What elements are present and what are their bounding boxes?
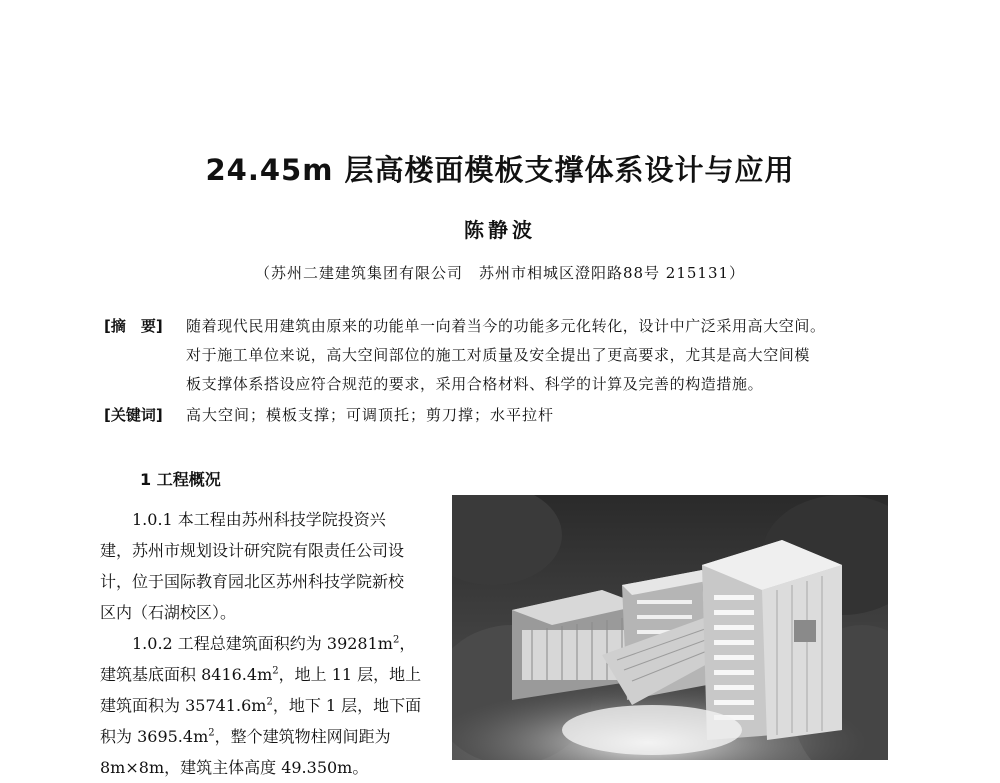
- abstract-text: [186, 312, 924, 399]
- abstract-line: 随着现代民用建筑由原来的功能单一向着当今的功能多元化转化，设计中广泛采用高大空间。: [186, 317, 826, 335]
- author-affiliation: （苏州二建建筑集团有限公司 苏州市相城区澄阳路88号 215131）: [254, 264, 746, 282]
- paragraph-line: 计，位于国际教育园北区苏州科技学院新校: [100, 572, 405, 591]
- paragraph-line: 建筑基底面积 $8416.4m^2$，地上 11 层，地上: [100, 665, 422, 684]
- paper-title: 24.45m 层高楼面模板支撑体系设计与应用: [205, 153, 795, 187]
- author-name: 陈静波: [464, 218, 536, 242]
- section-heading: 1 工程概况: [140, 470, 221, 489]
- paragraph-line: 积为 $3695.4m^2$，整个建筑物柱网间距为: [100, 727, 391, 746]
- paragraph-line: 建筑面积为 $35741.6m^2$，地下 1 层，地下面: [100, 696, 422, 715]
- paragraph-line: 1.0.2 工程总建筑面积约为 $39281m^2$，: [132, 634, 416, 653]
- building-photo: [452, 495, 888, 760]
- abstract-block: [104, 312, 924, 399]
- keywords-block: [104, 401, 924, 430]
- paragraph-line: 1.0.1 本工程由苏州科技学院投资兴: [132, 510, 386, 529]
- paragraph-line: 建，苏州市规划设计研究院有限责任公司设: [100, 541, 405, 560]
- abstract-line: 板支撑体系搭设应符合规范的要求，采用合格材料、科学的计算及完善的构造措施。: [186, 375, 764, 393]
- paragraph-line: 8m×8m，建筑主体高度 49.350m。: [100, 758, 369, 777]
- abstract-line: 对于施工单位来说，高大空间部位的施工对质量及安全提出了更高要求，尤其是高大空间模: [186, 346, 811, 364]
- keywords-label: [关键词]: [104, 406, 163, 424]
- section-body: [100, 504, 446, 783]
- keywords-text: 高大空间；模板支撑；可调顶托；剪刀撑；水平拉杆: [186, 406, 555, 424]
- paragraph-line: 区内（石湖校区）。: [100, 603, 237, 622]
- abstract-label: [摘 要]: [104, 317, 163, 335]
